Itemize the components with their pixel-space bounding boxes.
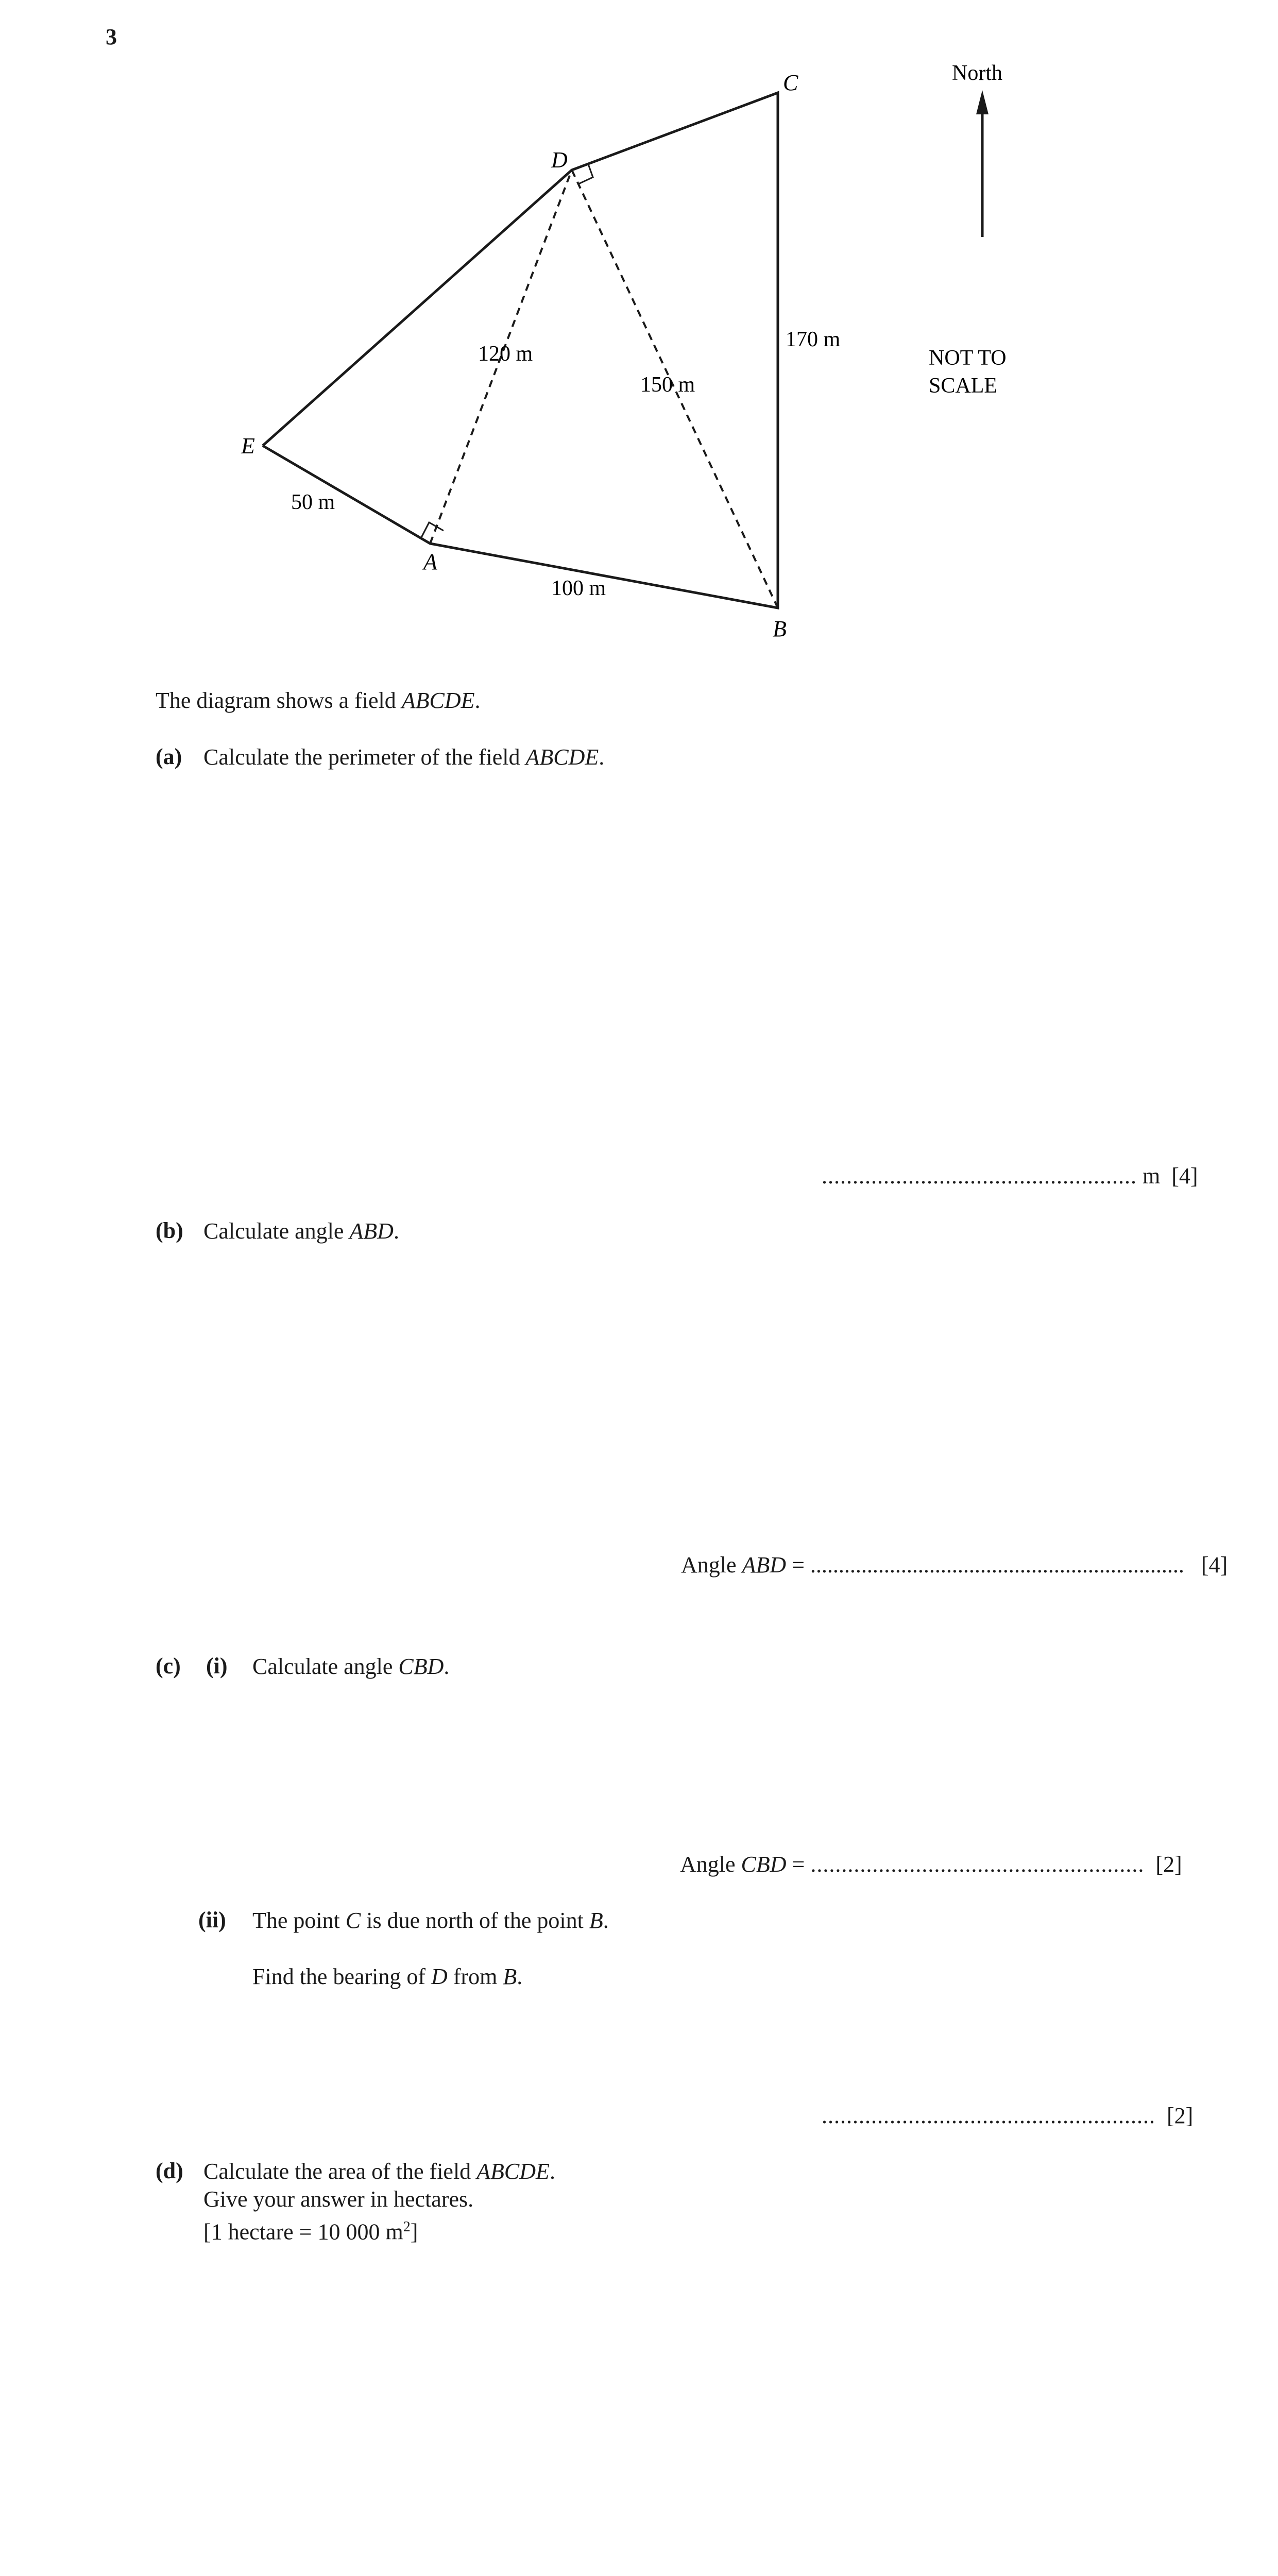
part-c-i-label: (i) [206,1653,228,1679]
part-c-ii-point-c: C [345,1908,361,1933]
part-c-i-end: . [444,1654,450,1679]
part-a-field: ABCDE [525,744,599,770]
question-number: 3 [106,24,117,49]
part-d-line3 [203,2213,418,2246]
part-c-ii-text-1: The point [252,1908,346,1933]
part-a-question [203,743,604,771]
part-c-ii-label: (ii) [198,1907,226,1933]
part-a-answer-dots[interactable]: ................................................... [822,1163,1137,1189]
part-c-i-answer-prefix: Angle [680,1852,741,1877]
part-b-marks: [4] [1201,1552,1228,1578]
part-a-answer-line[interactable] [822,1162,1198,1190]
part-d-line3-sup: 2 [403,2219,411,2235]
part-b-end: . [393,1218,399,1244]
label-c: C [783,70,798,95]
intro-prefix: The diagram shows a field [156,688,402,713]
right-angle-a [421,522,444,538]
part-c-ii-find [252,1963,522,1991]
part-c-ii-question [252,1907,609,1935]
part-c-ii-answer-line[interactable] [822,2102,1193,2130]
part-c-i-question [252,1653,449,1681]
part-a-label: (a) [156,744,182,769]
field-diagram [0,0,1278,670]
part-d-question [203,2158,555,2185]
part-c-ii-find-1: Find the bearing of [252,1964,432,1989]
intro-field: ABCDE [401,688,475,713]
part-b-answer-prefix: Angle [681,1552,742,1578]
part-b-angle: ABD [349,1218,394,1244]
part-b-answer-line[interactable] [681,1551,1228,1579]
part-c-ii-find-3: . [517,1964,523,1989]
part-c-i-answer-line[interactable] [680,1851,1182,1878]
part-c-ii-find-b: B [503,1964,517,1989]
part-c-i-marks: [2] [1155,1852,1182,1877]
label-e: E [241,433,255,459]
label-b: B [773,616,787,641]
part-a-unit: m [1143,1163,1161,1189]
part-a-text: Calculate the perimeter of the field [203,744,526,770]
part-c-i-answer-dots[interactable]: ...................................................... [810,1852,1145,1877]
part-d-line2: Give your answer in hectares. [203,2187,474,2212]
part-b-text: Calculate angle [203,1218,350,1244]
part-c-i-text: Calculate angle [252,1654,399,1679]
label-d: D [551,147,568,173]
label-bc: 170 m [786,328,841,351]
intro-text [156,687,481,715]
label-a: A [423,549,437,574]
part-c-ii-find-d: D [431,1964,448,1989]
label-ab: 100 m [551,577,606,600]
part-c-ii-point-b: B [589,1908,603,1933]
not-to-scale-2: SCALE [929,374,998,398]
part-b-answer-eq: = [786,1552,805,1578]
part-c-i-answer-angle: CBD [741,1852,787,1877]
part-c-i-angle: CBD [398,1654,444,1679]
part-c-ii-find-2: from [447,1964,503,1989]
part-b-label: (b) [156,1218,183,1243]
part-a-marks: [4] [1171,1163,1198,1189]
part-c-ii-text-2: is due north of the point [361,1908,589,1933]
part-d-line3-prefix: [1 hectare = 10 000 m [203,2219,403,2245]
part-b-answer-dots[interactable]: .................................................................. [810,1552,1184,1578]
part-d-label: (d) [156,2158,183,2183]
part-b-answer-angle: ABD [742,1552,787,1578]
part-d-text: Calculate the area of the field [203,2159,477,2184]
part-c-ii-marks: [2] [1167,2103,1194,2128]
label-ea: 50 m [291,490,335,514]
part-d-line3-suffix: ] [410,2219,418,2245]
label-bd: 150 m [640,373,695,397]
not-to-scale-1: NOT TO [929,346,1007,370]
north-arrow-icon [976,90,989,114]
north-label: North [952,61,1002,85]
part-d-end: . [549,2159,555,2184]
part-d-field: ABCDE [476,2159,550,2184]
part-c-label: (c) [156,1653,181,1679]
label-ad: 120 m [478,342,533,366]
part-c-ii-text-3: . [603,1908,609,1933]
intro-suffix: . [474,688,481,713]
part-b-question [203,1217,399,1245]
part-c-ii-answer-dots[interactable]: ...................................................... [822,2103,1155,2128]
part-a-end: . [599,744,605,770]
part-c-i-answer-eq: = [786,1852,805,1877]
